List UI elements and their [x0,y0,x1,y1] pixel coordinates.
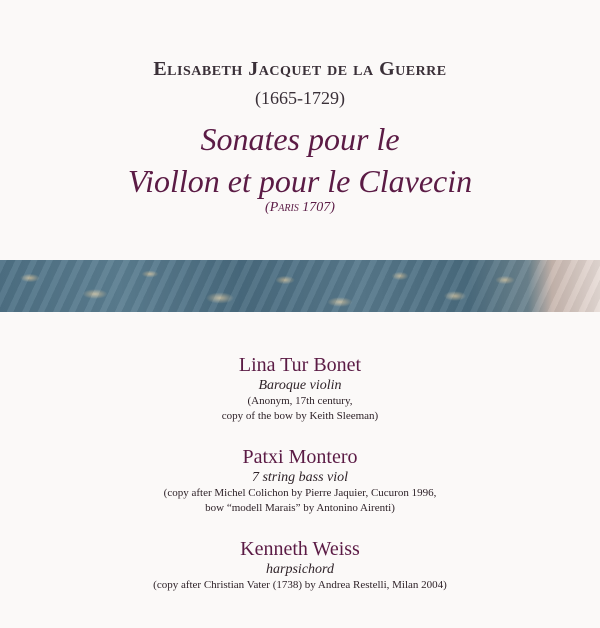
fabric-texture [0,260,600,312]
work-title-line-2: Viollon et pour le Clavecin [127,163,473,199]
composer-name: Elisabeth Jacquet de la Guerre [153,58,447,80]
performer-name: Kenneth Weiss [240,538,360,560]
work-title [0,118,600,202]
performer-name: Lina Tur Bonet [238,354,362,376]
composer-dates: (1665-1729) [255,88,345,108]
performer-block [0,445,600,516]
work-title-line-1: Sonates pour le [200,121,400,157]
work-subtitle: (Paris 1707) [265,200,335,215]
performer-block [0,353,600,424]
performer-instrument: harpsichord [266,562,334,577]
performer-block [0,537,600,593]
performer-name: Patxi Montero [242,446,358,468]
fabric-banner-image [0,260,600,312]
performer-note-line: (copy after Christian Vater (1738) by Andrea Restelli, Milan 2004) [153,579,447,591]
performer-instrument: Baroque violin [258,378,342,393]
performer-instrument: 7 string bass viol [251,470,349,485]
performer-note-line: copy of the bow by Keith Sleeman) [221,410,379,422]
performer-note-line: (copy after Michel Colichon by Pierre Jaquier, Cucuron 1996, [163,487,437,499]
performer-note-line: bow “modell Marais” by Antonino Airenti) [205,502,395,514]
performer-note-line: (Anonym, 17th century, [247,395,353,407]
